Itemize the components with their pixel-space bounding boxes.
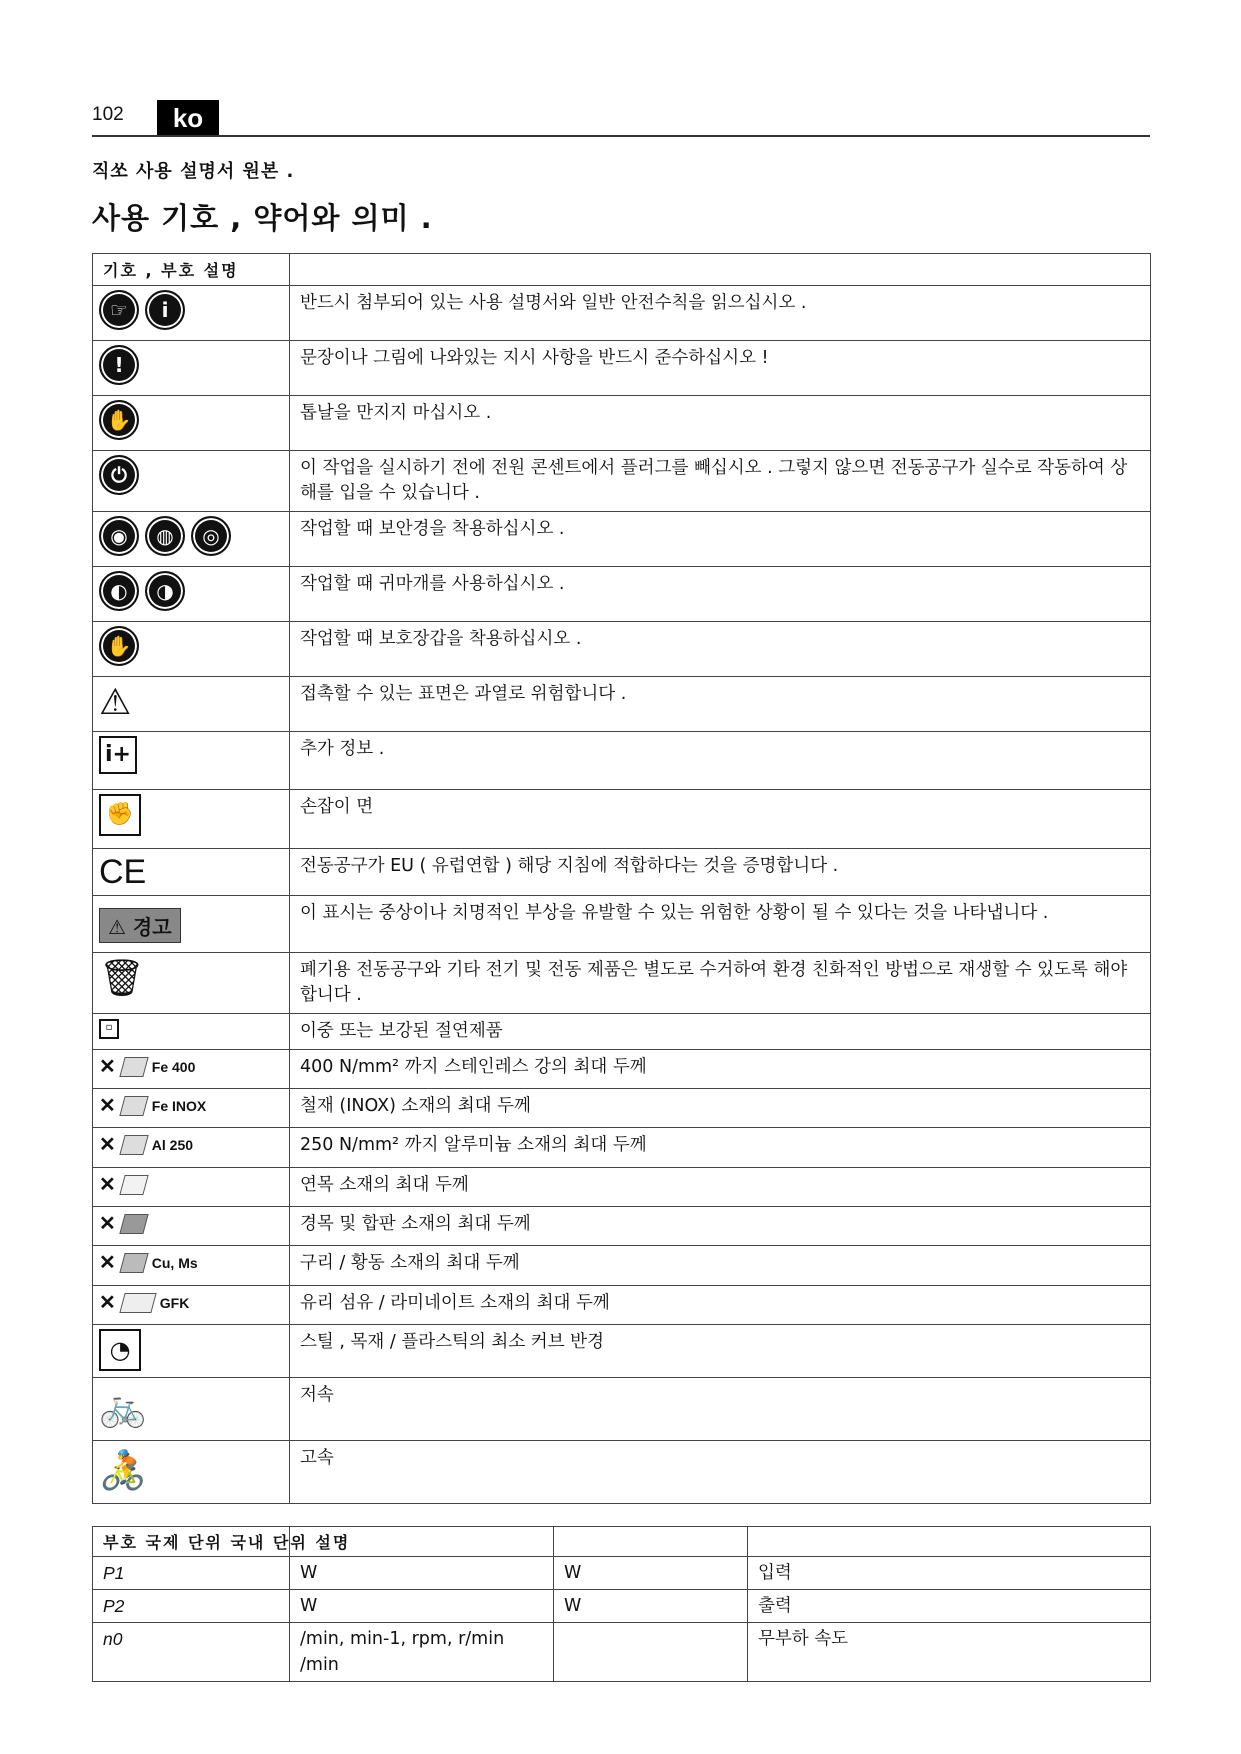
info-icon: i+ <box>99 736 137 774</box>
inox-thickness-icon: ✕ Fe INOX <box>99 1095 207 1117</box>
eye-protection-icon: ◉ <box>99 516 139 556</box>
face-shield-icon: ◍ <box>145 516 185 556</box>
slow-bicycle-icon: 🚲 <box>99 1385 147 1429</box>
table-row: i+ 추가 정보 . <box>93 732 1151 790</box>
table-row: CE 전동공구가 EU ( 유럽연합 ) 해당 지침에 적합하다는 것을 증명합니다 . <box>93 849 1151 896</box>
handle-icon: ✊ <box>99 794 141 836</box>
section-title: 사용 기호 , 약어와 의미 . <box>92 201 433 235</box>
table-row: ✕ Fe INOX 철재 (INOX) 소재의 최대 두께 <box>93 1089 1151 1128</box>
table-row: ! 문장이나 그림에 나와있는 지시 사항을 반드시 준수하십시오 ! <box>93 341 1151 396</box>
unplug-icon: ⏻ <box>99 455 139 495</box>
exclamation-icon: ! <box>99 345 139 385</box>
table-row: ◔ 스틸 , 목재 / 플라스틱의 최소 커브 반경 <box>93 1325 1151 1378</box>
table-row: ✕ Fe 400 400 N/mm² 까지 스테인레스 강의 최대 두께 <box>93 1050 1151 1089</box>
table-row: ✕ Al 250 250 N/mm² 까지 알루미늄 소재의 최대 두께 <box>93 1128 1151 1168</box>
table-row: ▫ 이중 또는 보강된 절연제품 <box>93 1014 1151 1050</box>
hardwood-thickness-icon: ✕ <box>99 1211 146 1236</box>
table-row: ✕ Cu, Ms 구리 / 황동 소재의 최대 두께 <box>93 1246 1151 1286</box>
table-header: 기호 , 부호 설명 <box>93 254 290 286</box>
no-touch-blade-icon: ✋ <box>99 400 139 440</box>
ce-mark-icon: CE <box>99 853 147 891</box>
softwood-thickness-icon: ✕ <box>99 1172 146 1197</box>
table-row: 🚲 저속 <box>93 1378 1151 1441</box>
fast-bicycle-icon: 🚴 <box>99 1448 147 1492</box>
table-row: ✋ 작업할 때 보호장갑을 착용하십시오 . <box>93 622 1151 677</box>
header-rule <box>92 135 1150 137</box>
page-number: 102 <box>92 104 124 125</box>
goggles-icon: ◎ <box>191 516 231 556</box>
ear-muff-icon: ◑ <box>145 571 185 611</box>
table-header-row <box>93 254 1151 286</box>
table-row: ⏻ 이 작업을 실시하기 전에 전원 콘센트에서 플러그를 빼십시오 . 그렇지 않으면 전동공구가 실수로 작동하여 상해를 입을 수 있습니다 . <box>93 451 1151 512</box>
table-row: ◐ ◑ 작업할 때 귀마개를 사용하십시오 . <box>93 567 1151 622</box>
units-table <box>92 1526 1151 1682</box>
read-manual-icon: ☞ <box>99 290 139 330</box>
language-badge: ko <box>157 100 219 136</box>
gfk-thickness-icon: ✕ GFK <box>99 1292 190 1314</box>
warning-badge: ⚠ 경고 <box>99 908 181 943</box>
symbols-table <box>92 253 1151 1504</box>
table-row: P2 W W 출력 <box>93 1590 1151 1623</box>
double-insulation-icon: ▫ <box>99 1019 119 1039</box>
hot-surface-icon: ⚠ <box>99 682 132 723</box>
table-row: ✊ 손잡이 면 <box>93 790 1151 849</box>
gloves-icon: ✋ <box>99 626 139 666</box>
book-icon: i <box>145 290 185 330</box>
units-table-header: 부호 국제 단위 국내 단위 설명 <box>93 1527 290 1557</box>
curve-radius-icon: ◔ <box>99 1329 141 1371</box>
table-row: n0 /min, min-1, rpm, r/min /min 무부하 속도 <box>93 1623 1151 1682</box>
table-row: 🗑 폐기용 전동공구와 기타 전기 및 전동 제품은 별도로 수거하여 환경 친화적인 방법으로 재생할 수 있도록 해야 합니다 . <box>93 953 1151 1014</box>
table-row: ✕ 연목 소재의 최대 두께 <box>93 1168 1151 1207</box>
table-row: ✕ 경목 및 합판 소재의 최대 두께 <box>93 1207 1151 1246</box>
table-row: ⚠ 경고 이 표시는 중상이나 치명적인 부상을 유발할 수 있는 위험한 상황이 될 수 있다는 것을 나타냅니다 . <box>93 896 1151 953</box>
table-row: 🚴 고속 <box>93 1441 1151 1504</box>
doc-label: 직쏘 사용 설명서 원본 . <box>92 161 295 182</box>
table-row: ⚠ 접촉할 수 있는 표면은 과열로 위험합니다 . <box>93 677 1151 732</box>
copper-thickness-icon: ✕ Cu, Ms <box>99 1252 198 1274</box>
table-row: P1 W W 입력 <box>93 1557 1151 1590</box>
table-row: ☞ i 반드시 첨부되어 있는 사용 설명서와 일반 안전수칙을 읽으십시오 . <box>93 286 1151 341</box>
table-header-row <box>93 1527 1151 1557</box>
weee-bin-icon: 🗑 <box>99 958 145 999</box>
aluminium-thickness-icon: ✕ Al 250 <box>99 1134 194 1156</box>
table-row: ✕ GFK 유리 섬유 / 라미네이트 소재의 최대 두께 <box>93 1286 1151 1325</box>
ear-protection-icon: ◐ <box>99 571 139 611</box>
table-row: ✋ 톱날을 만지지 마십시오 . <box>93 396 1151 451</box>
table-row: ◉ ◍ ◎ 작업할 때 보안경을 착용하십시오 . <box>93 512 1151 567</box>
steel-thickness-icon: ✕ Fe 400 <box>99 1056 196 1078</box>
